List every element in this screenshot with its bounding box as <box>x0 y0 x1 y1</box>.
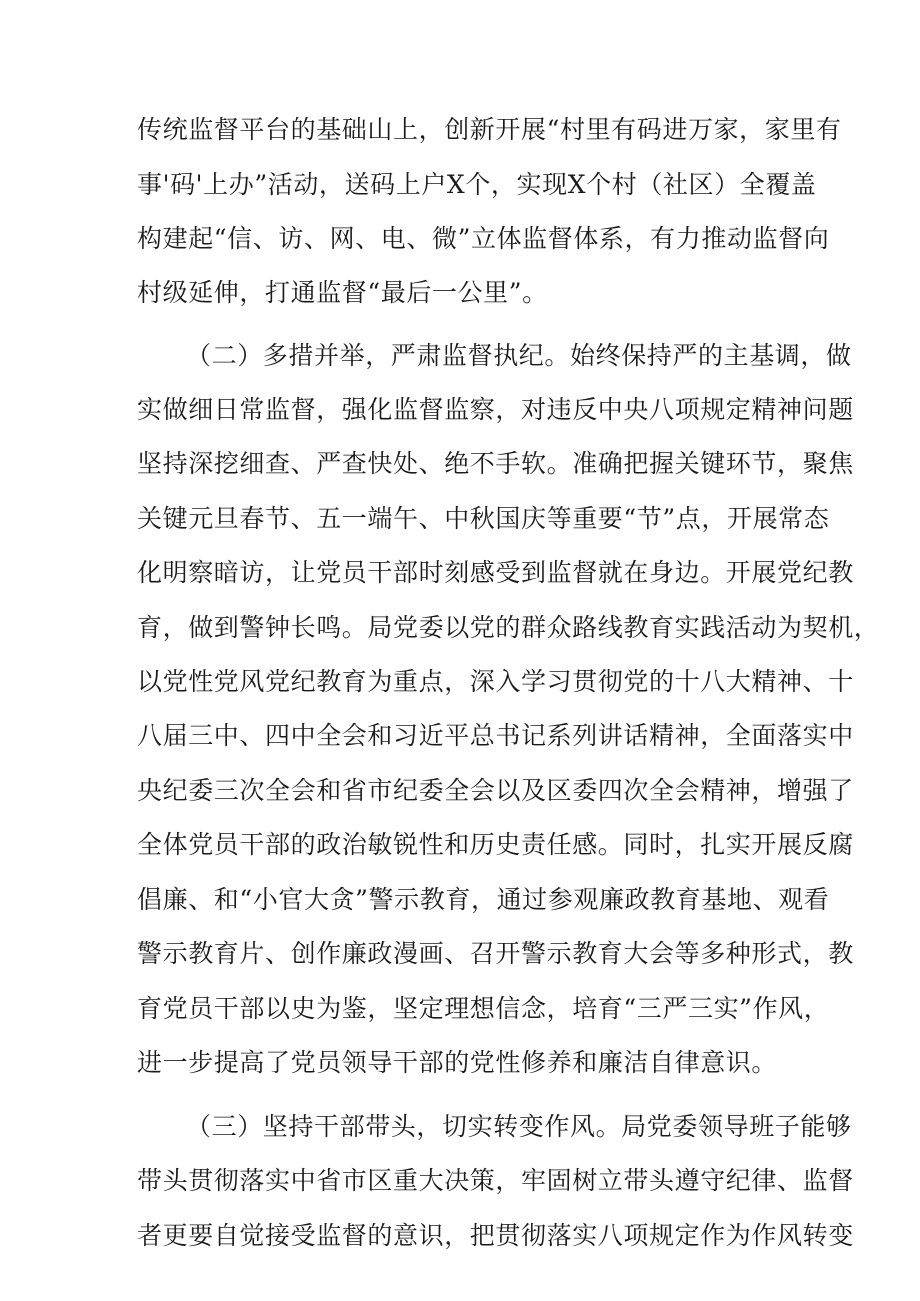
text-line: 育党员干部以史为鉴，坚定理想信念，培育“三严三实”作风， <box>137 994 830 1023</box>
text-line: 构建起“信、访、网、电、微”立体监督体系，有力推动监督向 <box>137 224 830 253</box>
text-line: 倡廉、和“小官大贪”警示教育，通过参观廉政教育基地、观看 <box>137 885 830 914</box>
text-line: 育，做到警钟长鸣。局党委以党的群众路线教育实践活动为契机， <box>137 613 880 642</box>
text-line: 全体党员干部的政治敏锐性和历史责任感。同时，扎实开展反腐 <box>137 830 854 859</box>
text-line: （三）坚持干部带头，切实转变作风。局党委领导班子能够 <box>186 1112 852 1141</box>
text-line: 村级延伸，打通监督“最后一公里”。 <box>137 278 548 307</box>
text-line: 事'码'上办”活动，送码上户X个，实现X个村（社区）全覆盖 <box>137 170 817 199</box>
text-line: 者更要自觉接受监督的意识，把贯彻落实八项规定作为作风转变 <box>137 1221 854 1250</box>
text-line: 进一步提高了党员领导干部的党性修养和廉洁自律意识。 <box>137 1048 778 1077</box>
text-line: 实做细日常监督，强化监督监察，对违反中央八项规定精神问题 <box>137 395 854 424</box>
text-line: 坚持深挖细查、严查快处、绝不手软。准确把握关键环节，聚焦 <box>137 449 854 478</box>
text-line: （二）多措并举，严肃监督执纪。始终保持严的主基调，做 <box>186 341 852 370</box>
text-line: 以党性党风党纪教育为重点，深入学习贯彻党的十八大精神、十 <box>137 667 854 696</box>
text-line: 化明察暗访，让党员干部时刻感受到监督就在身边。开展党纪教 <box>137 558 854 587</box>
text-line: 央纪委三次全会和省市纪委全会以及区委四次全会精神，增强了 <box>137 776 854 805</box>
text-line: 警示教育片、创作廉政漫画、召开警示教育大会等多种形式，教 <box>137 939 854 968</box>
text-line: 八届三中、四中全会和习近平总书记系列讲话精神，全面落实中 <box>137 721 854 750</box>
text-line: 关键元旦春节、五一端午、中秋国庆等重要“节”点，开展常态 <box>137 504 830 533</box>
text-line: 带头贯彻落实中省市区重大决策，牢固树立带头遵守纪律、监督 <box>137 1166 854 1195</box>
text-line: 传统监督平台的基础山上，创新开展“村里有码进万家，家里有 <box>137 115 842 144</box>
